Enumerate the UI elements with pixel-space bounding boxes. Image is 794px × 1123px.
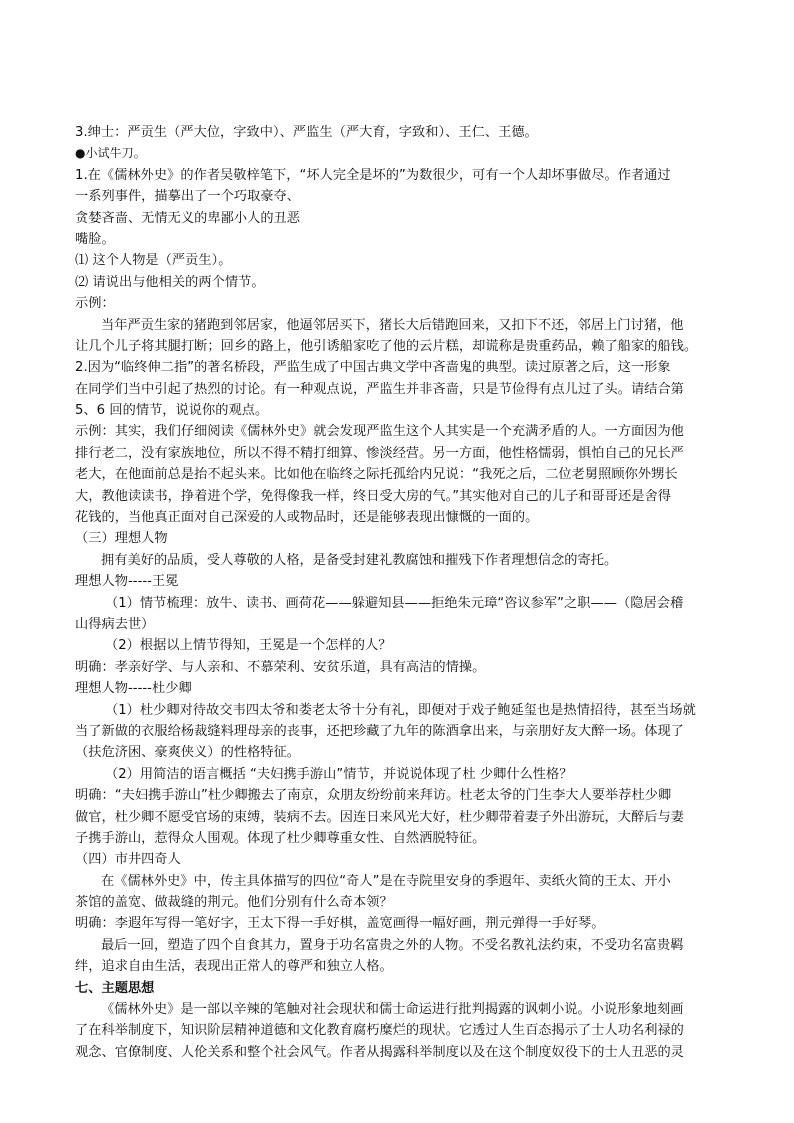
text-line: 大，教他读读书，挣着进个学，免得像我一样，终日受大房的气。”其实他对自己的儿子和哥哥还是舍得 — [75, 488, 671, 504]
text-line: 《儒林外史》是一部以辛辣的笔触对社会现状和儒士命运进行批判揭露的讽刺小说。小说形象地刻画 — [101, 1002, 684, 1018]
text-line: （扶危济困、豪爽侠义）的性格特征。 — [75, 745, 301, 761]
text-line: 2.因为“临终伸二指”的著名桥段，严监生成了中国古典文学中吝啬鬼的典型。读过原著之后，这一形象 — [75, 360, 671, 376]
text-line: ⑵ 请说出与他相关的两个情节。 — [75, 274, 265, 290]
text-line: 示例：其实，我们仔细阅读《儒林外史》就会发现严监生这个人其实是一个充满矛盾的人。一方面因为他 — [75, 424, 684, 440]
text-line: 理想人物-----杜少卿 — [75, 681, 192, 697]
text-line: 3.绅士：严贡生（严大位，字致中）、严监生（严大育，字致和）、王仁、王德。 — [75, 125, 538, 140]
text-line: 子携手游山，惹得众人围观。体现了杜少卿尊重女性、自然洒脱特征。 — [75, 830, 486, 846]
text-line: 嘴脸。 — [75, 231, 115, 247]
text-line: 贪婪吝啬、无情无义的卑鄙小人的丑恶 — [75, 210, 301, 226]
text-line: 明确：孝亲好学、与人亲和、不慕荣利、安贫乐道，具有高洁的情操。 — [75, 659, 486, 675]
text-line: 在同学们当中引起了热烈的讨论。有一种观点说，严监生并非吝啬，只是节俭得有点儿过了头。请结合第 — [75, 381, 684, 397]
text-line: 在《儒林外史》中，传主具体描写的四位“奇人”是在寺院里安身的季遐年、卖纸火简的王太、开小 — [101, 873, 671, 889]
text-line: （1）情节梳理：放牛、读书、画荷花——躲避知县——拒绝朱元璋“咨议参军”之职——（隐居会稽 — [105, 595, 684, 611]
text-line: 茶馆的盖宽、做裁缝的荆元。他们分别有什么奇本领？ — [75, 895, 393, 911]
text-line: 做官，杜少卿不愿受官场的束缚，装病不去。因连日来风光大好，杜少卿带着妻子外出游玩，大醉后与妻 — [75, 809, 684, 825]
text-line: （1）杜少卿对待故交韦四太爷和娄老太爷十分有礼，即便对于戏子鲍延玺也是热情招待，甚至当场就 — [105, 702, 696, 718]
text-line: 示例： — [75, 296, 115, 312]
section-heading: （四）市井四奇人 — [75, 852, 181, 868]
text-line: 排行老二，没有家族地位，所以不得不精打细算、惨淡经营。另一方面，他性格懦弱，惧怕自己的兄长严 — [75, 445, 684, 461]
text-line: 让几个儿子将其腿打断；回乡的路上，他引诱船家吃了他的云片糕，却谎称是贵重药品，赖了船家的船钱。 — [75, 338, 698, 354]
text-line: 观念、官僚制度、人伦关系和整个社会风气。作者从揭露科举制度以及在这个制度奴役下的士人丑恶的灵 — [75, 1044, 684, 1060]
text-line: 明确：李遐年写得一笔好字，王太下得一手好棋，盖宽画得一幅好画，荆元弹得一手好琴。 — [75, 916, 605, 932]
text-line: 5、6 回的情节，说说你的观点。 — [75, 403, 269, 419]
section-heading: （三）理想人物 — [75, 531, 168, 547]
text-line: 了在科举制度下，知识阶层精神道德和文化教育腐朽糜烂的现状。它透过人生百态揭示了士人功名利禄的 — [75, 1023, 684, 1039]
text-line: 山得病去世） — [75, 616, 155, 632]
text-line: 绊，追求自由生活，表现出正常人的尊严和独立人格。 — [75, 959, 393, 975]
text-line: 最后一回，塑造了四个自食其力，置身于功名富贵之外的人物。不受名教礼法约束，不受功名富贵羁 — [101, 937, 684, 953]
document-page — [75, 122, 725, 1063]
section-heading: ●小试牛刀。 — [75, 146, 146, 161]
text-line: 明确：“夫妇携手游山”杜少卿搬去了南京，众朋友纷纷前来拜访。杜老太爷的门生李大人要举荐杜少卿 — [75, 788, 672, 804]
text-line: ⑴ 这个人物是（严贡生）。 — [75, 253, 232, 269]
text-line: 拥有美好的品质，受人尊敬的人格，是备受封建礼教腐蚀和摧残下作者理想信念的寄托。 — [101, 552, 618, 568]
text-line: 老大，在他面前总是抬不起头来。比如他在临终之际托孤给内兄说：“我死之后，二位老舅照顾你外甥长 — [75, 467, 678, 483]
text-line: 当了新做的衣服给杨裁缝料理母亲的丧事，还把珍藏了九年的陈酒拿出来，与亲朋好友大醉一场。体现了 — [75, 723, 684, 739]
text-line: （2）用简洁的语言概括 “夫妇携手游山”情节，并说说体现了杜 少卿什么性格？ — [105, 766, 573, 782]
text-line: 一系列事件，描摹出了一个巧取豪夺、 — [75, 189, 301, 205]
text-line: 1.在《儒林外史》的作者吴敬梓笔下，“坏人完全是坏的”为数很少，可有一个人却坏事做尽。作者通过 — [75, 167, 671, 183]
text-line: 花钱的，当他真正面对自己深爱的人或物品时，还是能够表现出慷慨的一面的。 — [75, 510, 539, 526]
text-line: 当年严贡生家的猪跑到邻居家，他逼邻居买下，猪长大后错跑回来，又扣下不还，邻居上门讨猪，他 — [101, 317, 684, 333]
text-line: 理想人物-----王冕 — [75, 574, 179, 590]
section-heading: 七、主题思想 — [75, 980, 155, 996]
text-line: （2）根据以上情节得知，王冕是一个怎样的人？ — [105, 638, 392, 654]
